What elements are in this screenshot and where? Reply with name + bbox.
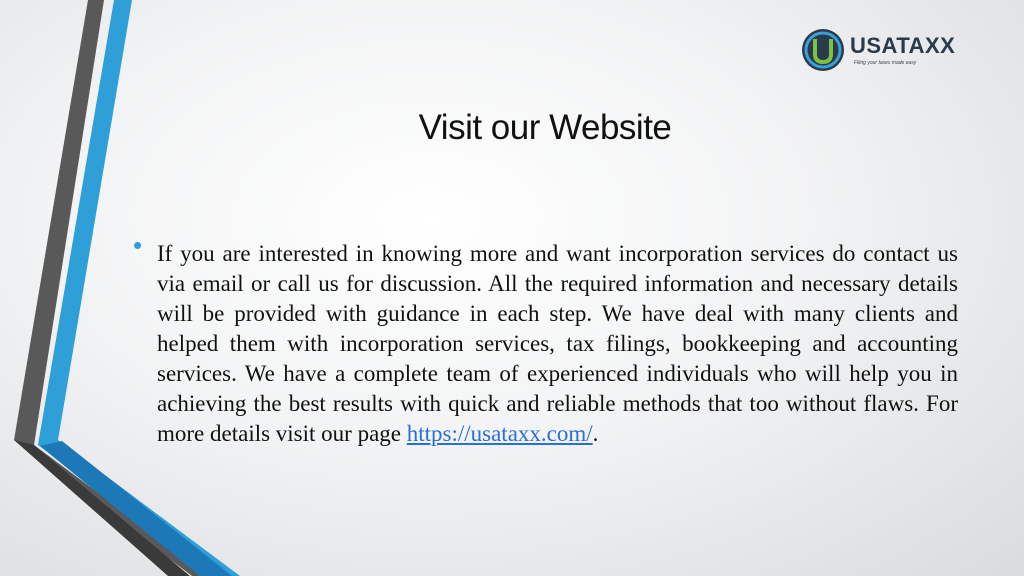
body-suffix: . [592,421,599,446]
usataxx-logo-icon [800,27,846,73]
logo-wordmark: USATAXX [850,33,956,58]
body-text: If you are interested in knowing more and want incorporation services do contact us via email or call us for discussion. All the required information and necessary details will be provided with guidance in each step. We have deal with many clients and helped them with incorporation services, tax filings, bookkeeping and accounting services. We have a complete team of experienced individuals who will help you in achieving the best results with quick and reliable methods that too without flaws. For more details visit our page [157,241,958,446]
logo-tagline: Filing your taxes made easy [854,60,917,66]
dark-stripe-lower [14,440,190,576]
blue-band-lower [40,441,232,576]
usataxx-logo [800,27,965,75]
slide-title: Visit our Website [418,108,672,147]
bullet-icon: • [133,230,143,260]
body-paragraph [157,239,958,449]
website-link[interactable]: https://usataxx.com/ [406,421,593,446]
